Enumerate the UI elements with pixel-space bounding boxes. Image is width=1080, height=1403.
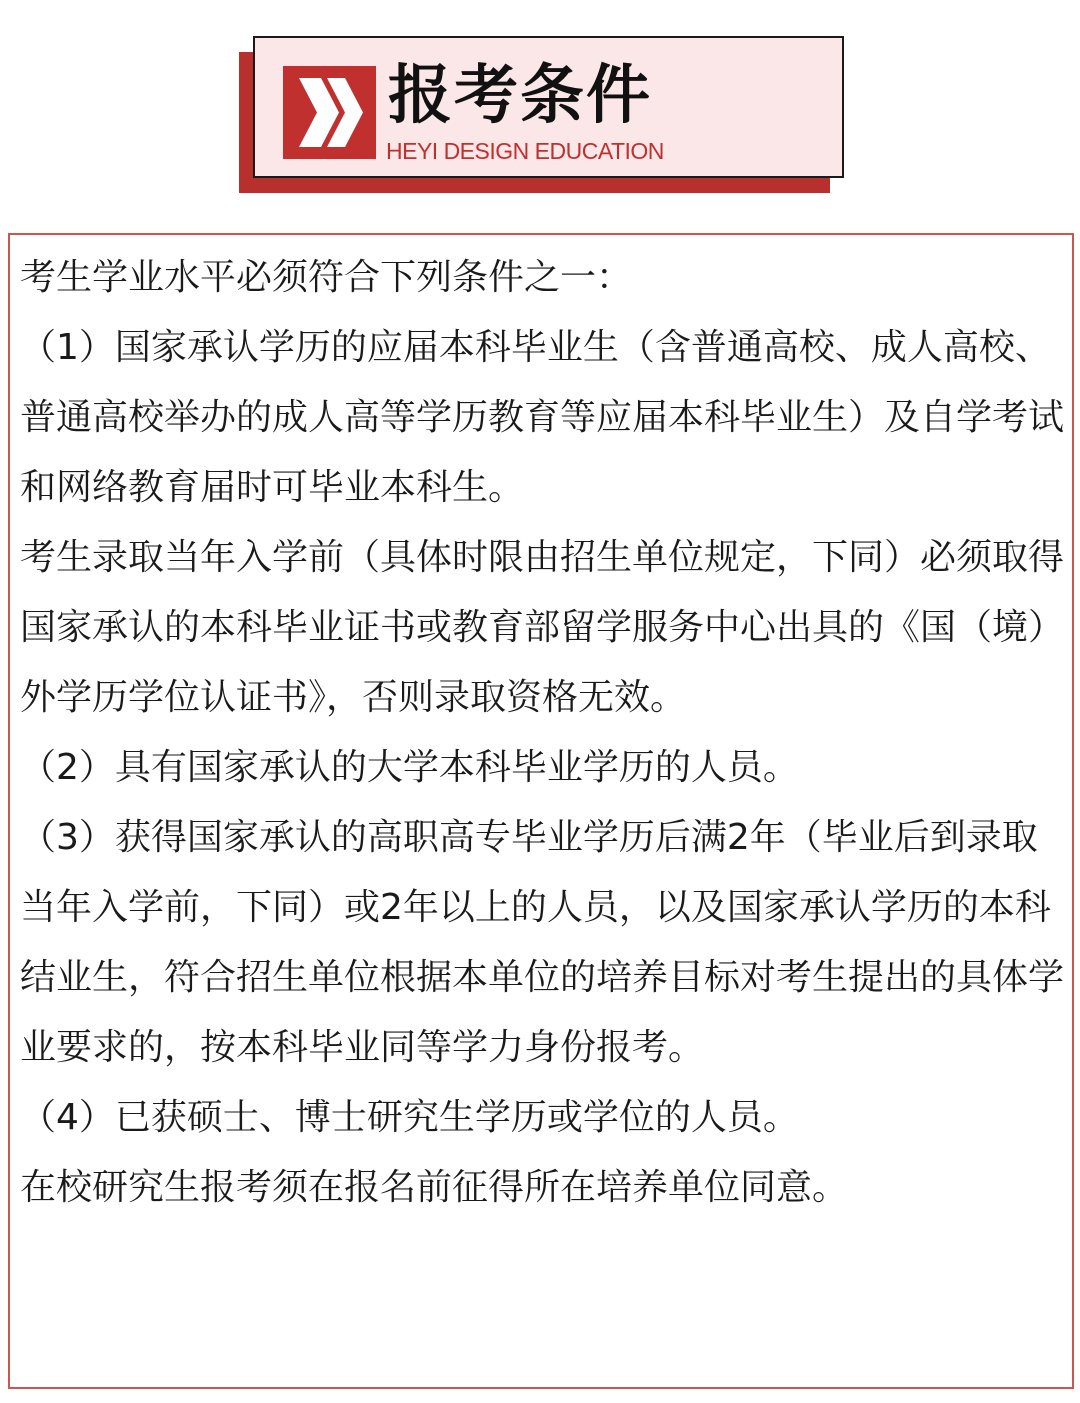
condition-1-paragraph: （1）国家承认学历的应届本科毕业生（含普通高校、成人高校、普通高校举办的成人高等学历教育等应届本科毕业生）及自学考试和网络教育届时可毕业本科生。 xyxy=(20,327,1065,508)
requirements-text xyxy=(20,243,1072,1223)
condition-4-paragraph: （4）已获硕士、博士研究生学历或学位的人员。 xyxy=(20,1097,799,1138)
double-chevron-right-icon xyxy=(283,66,376,159)
condition-1-note-paragraph: 考生录取当年入学前（具体时限由招生单位规定，下同）必须取得国家承认的本科毕业证书或教育部留学服务中心出具的《国（境）外学历学位认证书》，否则录取资格无效。 xyxy=(20,537,1065,718)
condition-3-paragraph: （3）获得国家承认的高职高专毕业学历后满2年（毕业后到录取当年入学前，下同）或2年以上的人员，以及国家承认学历的本科结业生，符合招生单位根据本单位的培养目标对考生提出的具体学业要求的，按本科毕业同等学力身份报考。 xyxy=(20,817,1065,1068)
brand-subtitle: HEYI DESIGN EDUCATION xyxy=(386,138,664,164)
page-title: 报考条件 xyxy=(388,59,652,133)
closing-note-paragraph: 在校研究生报考须在报名前征得所在培养单位同意。 xyxy=(20,1167,849,1208)
intro-paragraph: 考生学业水平必须符合下列条件之一： xyxy=(20,257,633,298)
condition-2-paragraph: （2）具有国家承认的大学本科毕业学历的人员。 xyxy=(20,747,799,788)
